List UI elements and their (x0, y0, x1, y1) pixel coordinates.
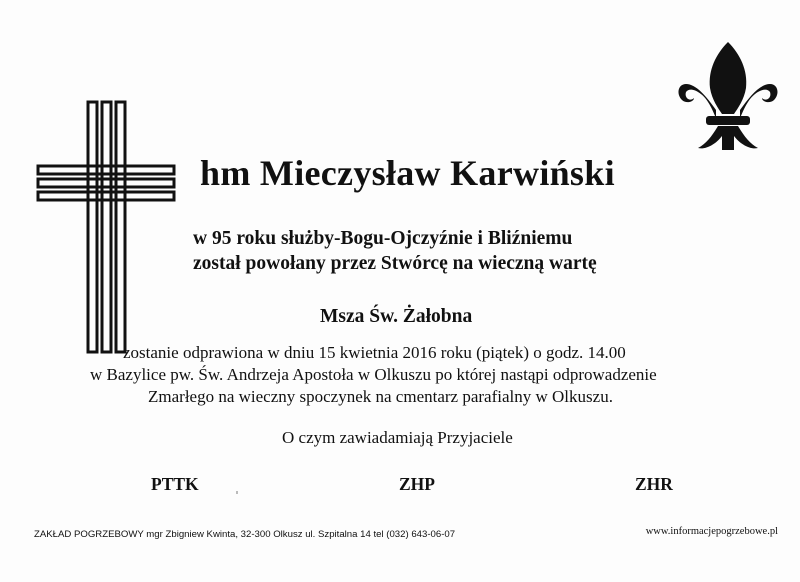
organization-zhp: ZHP (399, 474, 435, 494)
mass-details-line-3: Zmarłego na wieczny spoczynek na cmentarz parafialny w Olkuszu. (148, 387, 613, 406)
announcement-line-1: w 95 roku służby-Bogu-Ojczyźnie i Bliźniemu (193, 228, 573, 249)
fleur-de-lis-icon (676, 40, 780, 158)
announcement-line-2: został powołany przez Stwórcę na wieczną wartę (193, 253, 597, 274)
deceased-name: hm Mieczysław Karwiński (200, 153, 615, 193)
funeral-home-info: ZAKŁAD POGRZEBOWY mgr Zbigniew Kwinta, 32-300 Olkusz ul. Szpitalna 14 tel (032) 643-06-07 (34, 529, 456, 540)
organization-pttk: PTTK (151, 474, 199, 494)
mass-details-line-1: zostanie odprawiona w dniu 15 kwietnia 2016 roku (piątek) o godz. 14.00 (123, 343, 626, 362)
website-link[interactable]: www.informacjepogrzebowe.pl (645, 526, 778, 537)
notice-text: O czym zawiadamiają Przyjaciele (282, 428, 513, 447)
organization-zhr: ZHR (635, 474, 673, 494)
cross-icon (36, 100, 176, 355)
mass-details-line-2: w Bazylice pw. Św. Andrzeja Apostoła w Olkuszu po której nastąpi odprowadzenie (90, 365, 657, 384)
mass-title: Msza Św. Żałobna (320, 306, 473, 327)
paper-speck (236, 491, 238, 494)
